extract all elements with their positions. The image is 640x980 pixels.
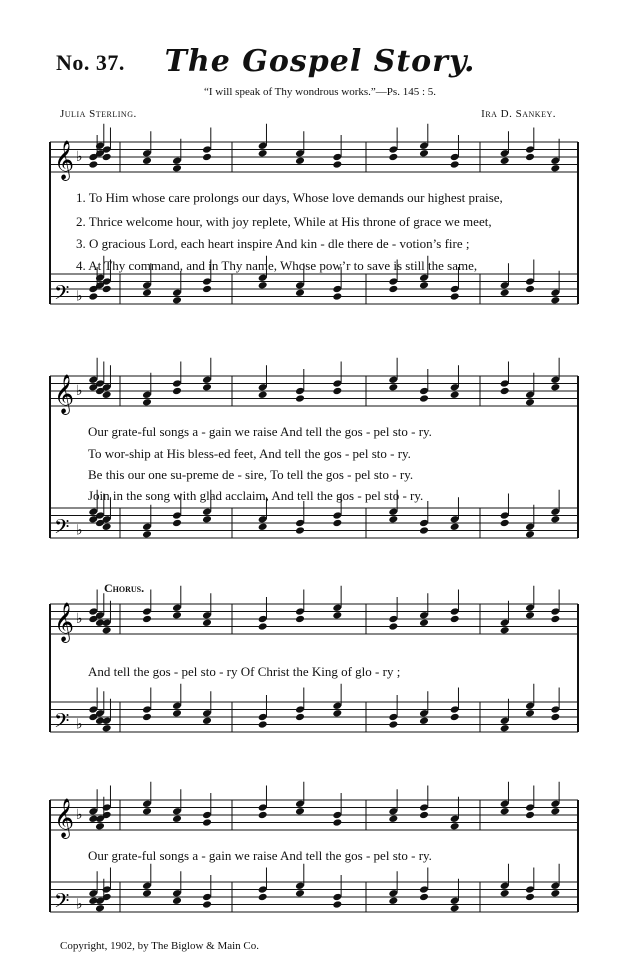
hymn-number: No. 37. [56,50,125,75]
verse-3-line-2: Be this our one su-preme de - sire, To tell the gos - pel sto - ry. [88,467,414,482]
treble-clef-icon: 𝄞 [54,798,75,838]
verse-1-line-1: 1. To Him whose care prolongs our days, Whose love demands our highest praise, [76,190,503,205]
copyright-notice: Copyright, 1902, by The Biglow & Main Co. [60,940,260,952]
flat-sign-icon: ♭ [76,610,83,627]
flat-sign-icon: ♭ [76,896,83,913]
verse-2-line-2: To wor-ship at His bless-ed feet, And tell the gos - pel sto - ry. [88,446,411,461]
music-system-2 [0,362,640,562]
music-system-1 [0,128,640,338]
treble-staff [50,586,578,643]
scripture-epigraph: “I will speak of Thy wondrous works.”—Ps. 145 : 5. [204,86,436,98]
flat-sign-icon: ♭ [76,806,83,823]
bass-clef-icon: 𝄢 [54,889,70,917]
treble-clef-icon: 𝄞 [54,602,75,642]
hymn-title: The Gospel Story. [164,44,476,79]
flat-sign-icon: ♭ [76,522,83,539]
treble-clef-icon: 𝄞 [54,140,75,180]
composer-credit: Ira D. Sankey. [481,108,556,120]
bass-staff [50,684,578,737]
verse-4-line-1: 4. At Thy command, and in Thy name, Whose pow’r to save is still the same, [76,258,478,273]
chorus-lyric-1: And tell the gos - pel sto - ry Of Christ the King of glo - ry ; [88,664,401,679]
flat-sign-icon: ♭ [76,716,83,733]
verse-3-line-1: 3. O gracious Lord, each heart inspire And kin - dle there de - votion’s fire ; [76,236,470,251]
bass-clef-icon: 𝄢 [54,281,70,309]
treble-staff [50,782,578,839]
verse-1-line-2: Our grate-ful songs a - gain we raise And tell the gos - pel sto - ry. [88,424,432,439]
treble-staff [50,358,578,415]
bass-clef-icon: 𝄢 [54,709,70,737]
verse-4-line-2: Join in the song with glad acclaim, And tell the gos - pel sto - ry. [88,488,424,503]
bass-staff [50,864,578,917]
flat-sign-icon: ♭ [76,288,83,305]
treble-clef-icon: 𝄞 [54,374,75,414]
chorus-lyric-2: Our grate-ful songs a - gain we raise And tell the gos - pel sto - ry. [88,848,432,863]
treble-staff [50,124,578,181]
verse-2-line-1: 2. Thrice welcome hour, with joy replete, While at His throne of grace we meet, [76,214,492,229]
lyricist-credit: Julia Sterling. [60,108,137,120]
bass-clef-icon: 𝄢 [54,515,70,543]
chorus-label: Chorus. [104,581,145,595]
flat-sign-icon: ♭ [76,148,83,165]
flat-sign-icon: ♭ [76,382,83,399]
